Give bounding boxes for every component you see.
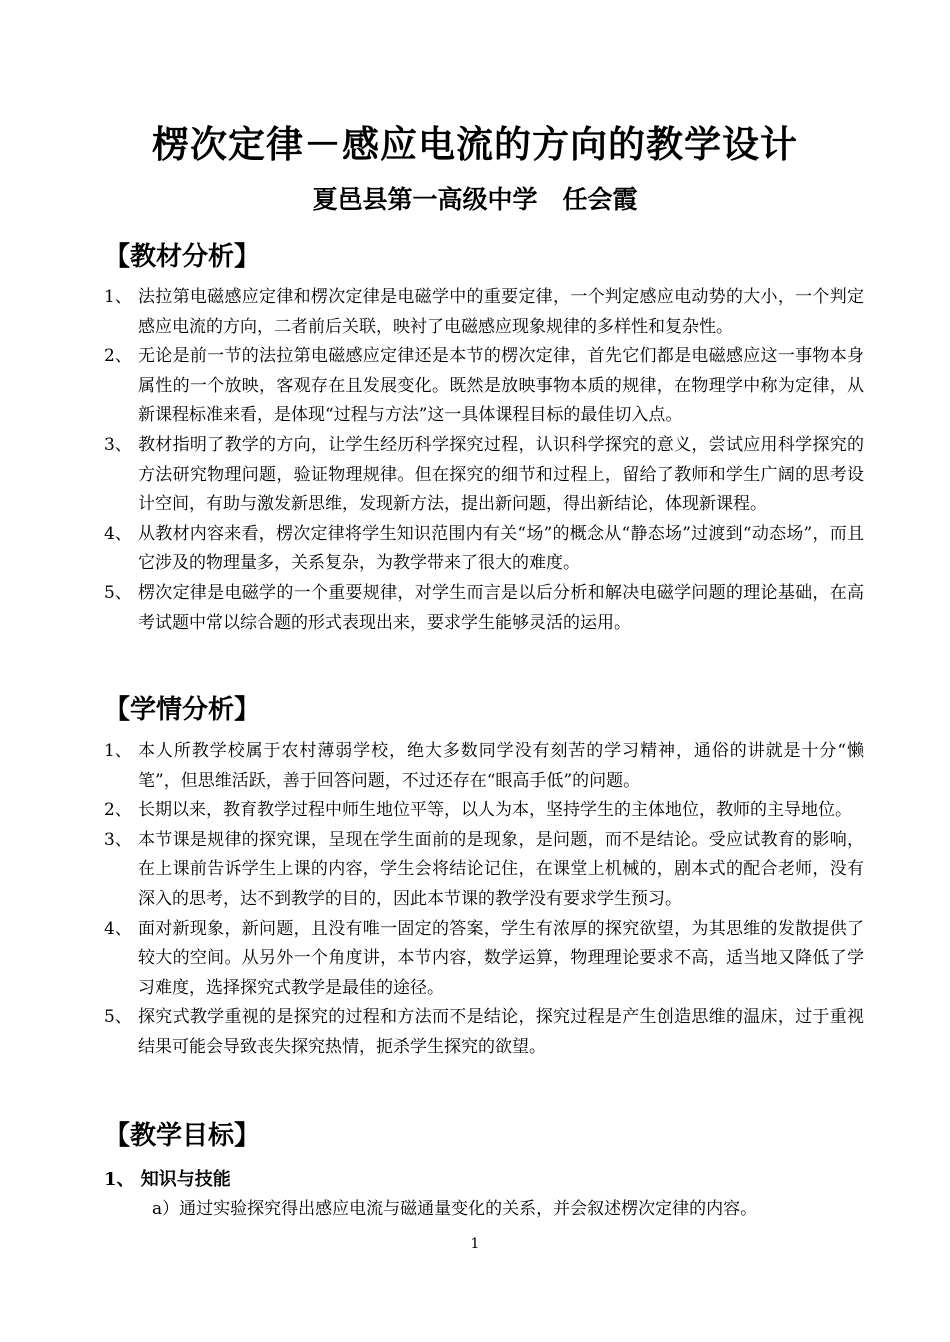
list-item-number: 1、 bbox=[104, 287, 132, 307]
list-item-number: 2、 bbox=[104, 800, 132, 821]
list-item-text: 教材指明了教学的方向，让学生经历科学探究过程，认识科学探究的意义，尝试应用科学探究的方法研究物理问题，验证物理规律。但在探究的细节和过程上，留给了教师和学生广阔的思考设计空间，有助与激发新思维，发现新方法，提出新问题，得出新结论，体现新课程。 bbox=[138, 434, 864, 515]
section-heading-learner-analysis: 【学情分析】 bbox=[104, 695, 261, 725]
author-line: 夏邑县第一高级中学 任会霞 bbox=[312, 185, 638, 214]
section-heading-teaching-objectives: 【教学目标】 bbox=[104, 1121, 261, 1151]
list-item bbox=[104, 796, 864, 826]
list-item-number: 5、 bbox=[104, 582, 132, 603]
list-item-text: 无论是前一节的法拉第电磁感应定律还是本节的楞次定律，首先它们都是电磁感应这一事物本身属性的一个放映，客观存在且发展变化。既然是放映事物本质的规律，在物理学中称为定律，从新课程标准来看，是体现“过程与方法”这一具体课程目标的最佳切入点。 bbox=[138, 346, 864, 426]
list-item-text: 探究式教学重视的是探究的过程和方法而不是结论，探究过程是产生创造思维的温床，过于重视结果可能会导致丧失探究热情，扼杀学生探究的欲望。 bbox=[138, 1007, 864, 1057]
list-item bbox=[104, 342, 864, 431]
list-item bbox=[104, 737, 864, 796]
list-item bbox=[104, 283, 864, 342]
list-item bbox=[104, 520, 864, 579]
list-item-number: 2、 bbox=[104, 346, 132, 367]
list-item-number: 4、 bbox=[104, 523, 132, 544]
list-item-text: 从教材内容来看，楞次定律将学生知识范围内有关“场”的概念从“静态场”过渡到“动态场”，而且它涉及的物理量多，关系复杂，为教学带来了很大的难度。 bbox=[138, 523, 864, 574]
list-item-text: 法拉第电磁感应定律和楞次定律是电磁学中的重要定律，一个判定感应电动势的大小，一个判定感应电流的方向，二者前后关联，映衬了电磁感应现象规律的多样性和复杂性。 bbox=[138, 287, 864, 337]
objective-item: a）通过实验探究得出感应电流与磁通量变化的关系，并会叙述楞次定律的内容。 bbox=[152, 1199, 758, 1219]
page-number: 1 bbox=[470, 1236, 480, 1252]
list-item bbox=[104, 915, 864, 1004]
list-item-text: 本节课是规律的探究课，呈现在学生面前的是现象，是问题，而不是结论。受应试教育的影响，在上课前告诉学生上课的内容，学生会将结论记住，在课堂上机械的，剧本式的配合老师，没有深入的思考，达不到教学的目的，因此本节课的教学没有要求学生预习。 bbox=[138, 829, 864, 909]
list-item bbox=[104, 826, 864, 915]
list-item bbox=[104, 431, 864, 520]
list-item-number: 1、 bbox=[104, 741, 132, 761]
list-item-text: 面对新现象，新问题，且没有唯一固定的答案，学生有浓厚的探究欲望，为其思维的发散提供了较大的空间。从另外一个角度讲，本节内容，数学运算，物理理论要求不高，适当地又降低了学习难度，选择探究式教学是最佳的途径。 bbox=[138, 918, 864, 998]
section-heading-textbook-analysis: 【教材分析】 bbox=[104, 242, 261, 272]
list-item-text: 长期以来，教育教学过程中师生地位平等，以人为本，坚持学生的主体地位，教师的主导地位。 bbox=[138, 800, 852, 821]
document-title: 楞次定律－感应电流的方向的教学设计 bbox=[152, 122, 798, 166]
learner-analysis-list bbox=[104, 737, 864, 1063]
list-item bbox=[104, 579, 864, 638]
objective-subheading: 1、 知识与技能 bbox=[104, 1169, 231, 1190]
list-item-text: 本人所教学校属于农村薄弱学校，绝大多数同学没有刻苦的学习精神，通俗的讲就是十分“懒笔”，但思维活跃，善于回答问题，不过还存在“眼高手低”的问题。 bbox=[138, 741, 864, 791]
list-item-text: 楞次定律是电磁学的一个重要规律，对学生而言是以后分析和解决电磁学问题的理论基础，在高考试题中常以综合题的形式表现出来，要求学生能够灵活的运用。 bbox=[138, 582, 864, 633]
list-item-number: 3、 bbox=[104, 829, 132, 850]
textbook-analysis-list bbox=[104, 283, 864, 638]
list-item bbox=[104, 1003, 864, 1062]
list-item-number: 3、 bbox=[104, 434, 132, 455]
list-item-number: 4、 bbox=[104, 918, 132, 939]
list-item-number: 5、 bbox=[104, 1007, 132, 1028]
